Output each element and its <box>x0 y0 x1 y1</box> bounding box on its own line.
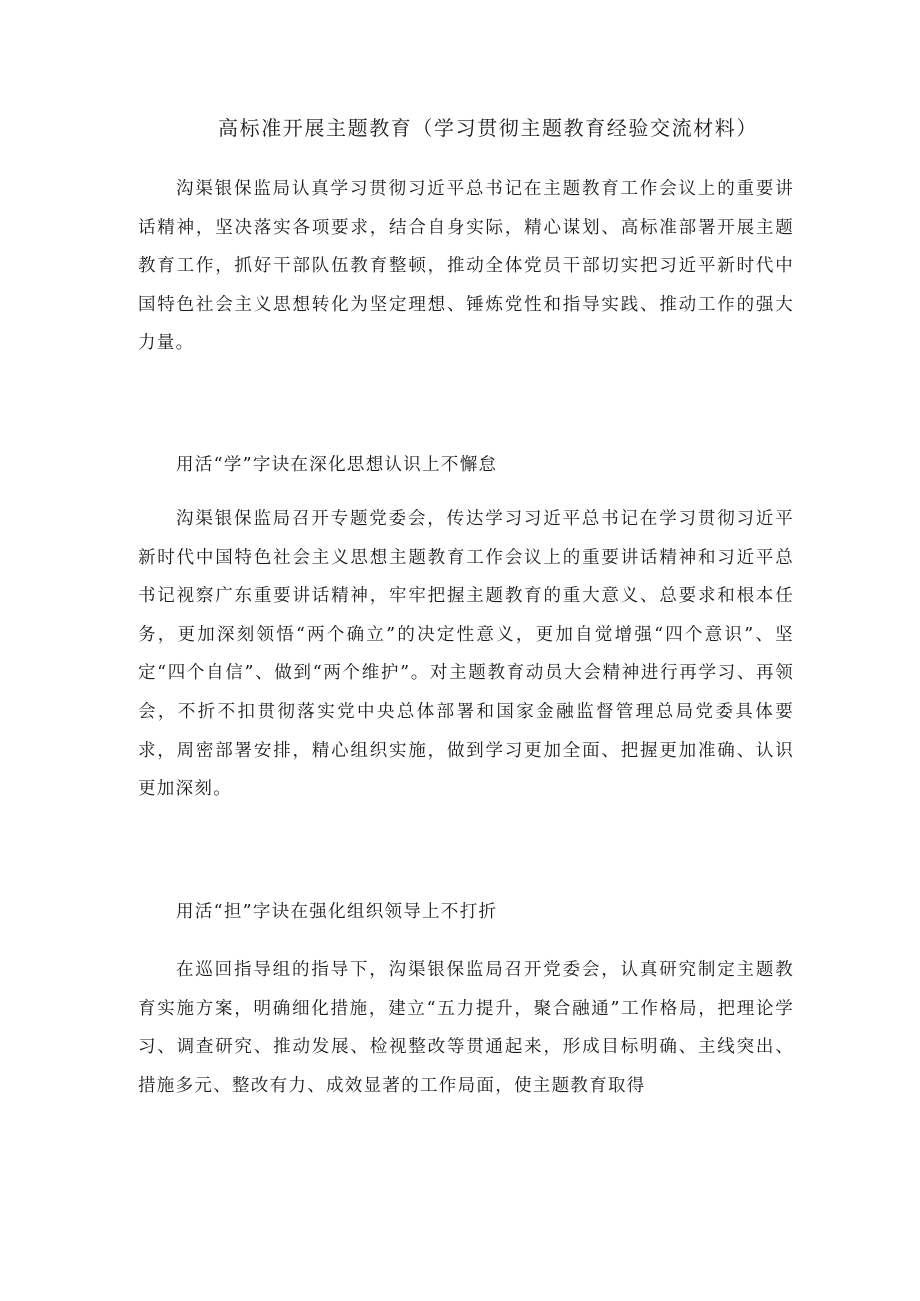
section-paragraph-study: 沟渠银保监局召开专题党委会，传达学习习近平总书记在学习贯彻习近平新时代中国特色社会主义思想主题教育工作会议上的重要讲话精神和习近平总书记视察广东重要讲话精神，牢牢把握主题教育的重大意义、总要求和根本任务，更加深刻领悟“两个确立”的决定性意义，更加自觉增强“四个意识”、坚定“四个自信”、做到“两个维护”。对主题教育动员大会精神进行再学习、再领会，不折不扣贯彻落实党中央总体部署和国家金融监督管理总局党委具体要求，周密部署安排，精心组织实施，做到学习更加全面、把握更加准确、认识更加深刻。 <box>138 509 794 800</box>
section-heading-study: 用活“学”字诀在深化思想认识上不懈怠 <box>176 455 498 475</box>
section-heading-responsibility: 用活“担”字诀在强化组织领导上不打折 <box>176 902 498 922</box>
section-paragraph-responsibility: 在巡回指导组的指导下，沟渠银保监局召开党委会，认真研究制定主题教育实施方案，明确细化措施，建立“五力提升，聚合融通”工作格局，把理论学习、调查研究、推动发展、检视整改等贯通起来，形成目标明确、主线突出、措施多元、整改有力、成效显著的工作局面，使主题教育取得 <box>138 960 794 1096</box>
intro-paragraph: 沟渠银保监局认真学习贯彻习近平总书记在主题教育工作会议上的重要讲话精神，坚决落实各项要求，结合自身实际，精心谋划、高标准部署开展主题教育工作，抓好干部队伍教育整顿，推动全体党员干部切实把习近平新时代中国特色社会主义思想转化为坚定理想、锤炼党性和指导实践、推动工作的强大力量。 <box>138 179 794 354</box>
document-title: 高标准开展主题教育（学习贯彻主题教育经验交流材料） <box>218 116 758 140</box>
